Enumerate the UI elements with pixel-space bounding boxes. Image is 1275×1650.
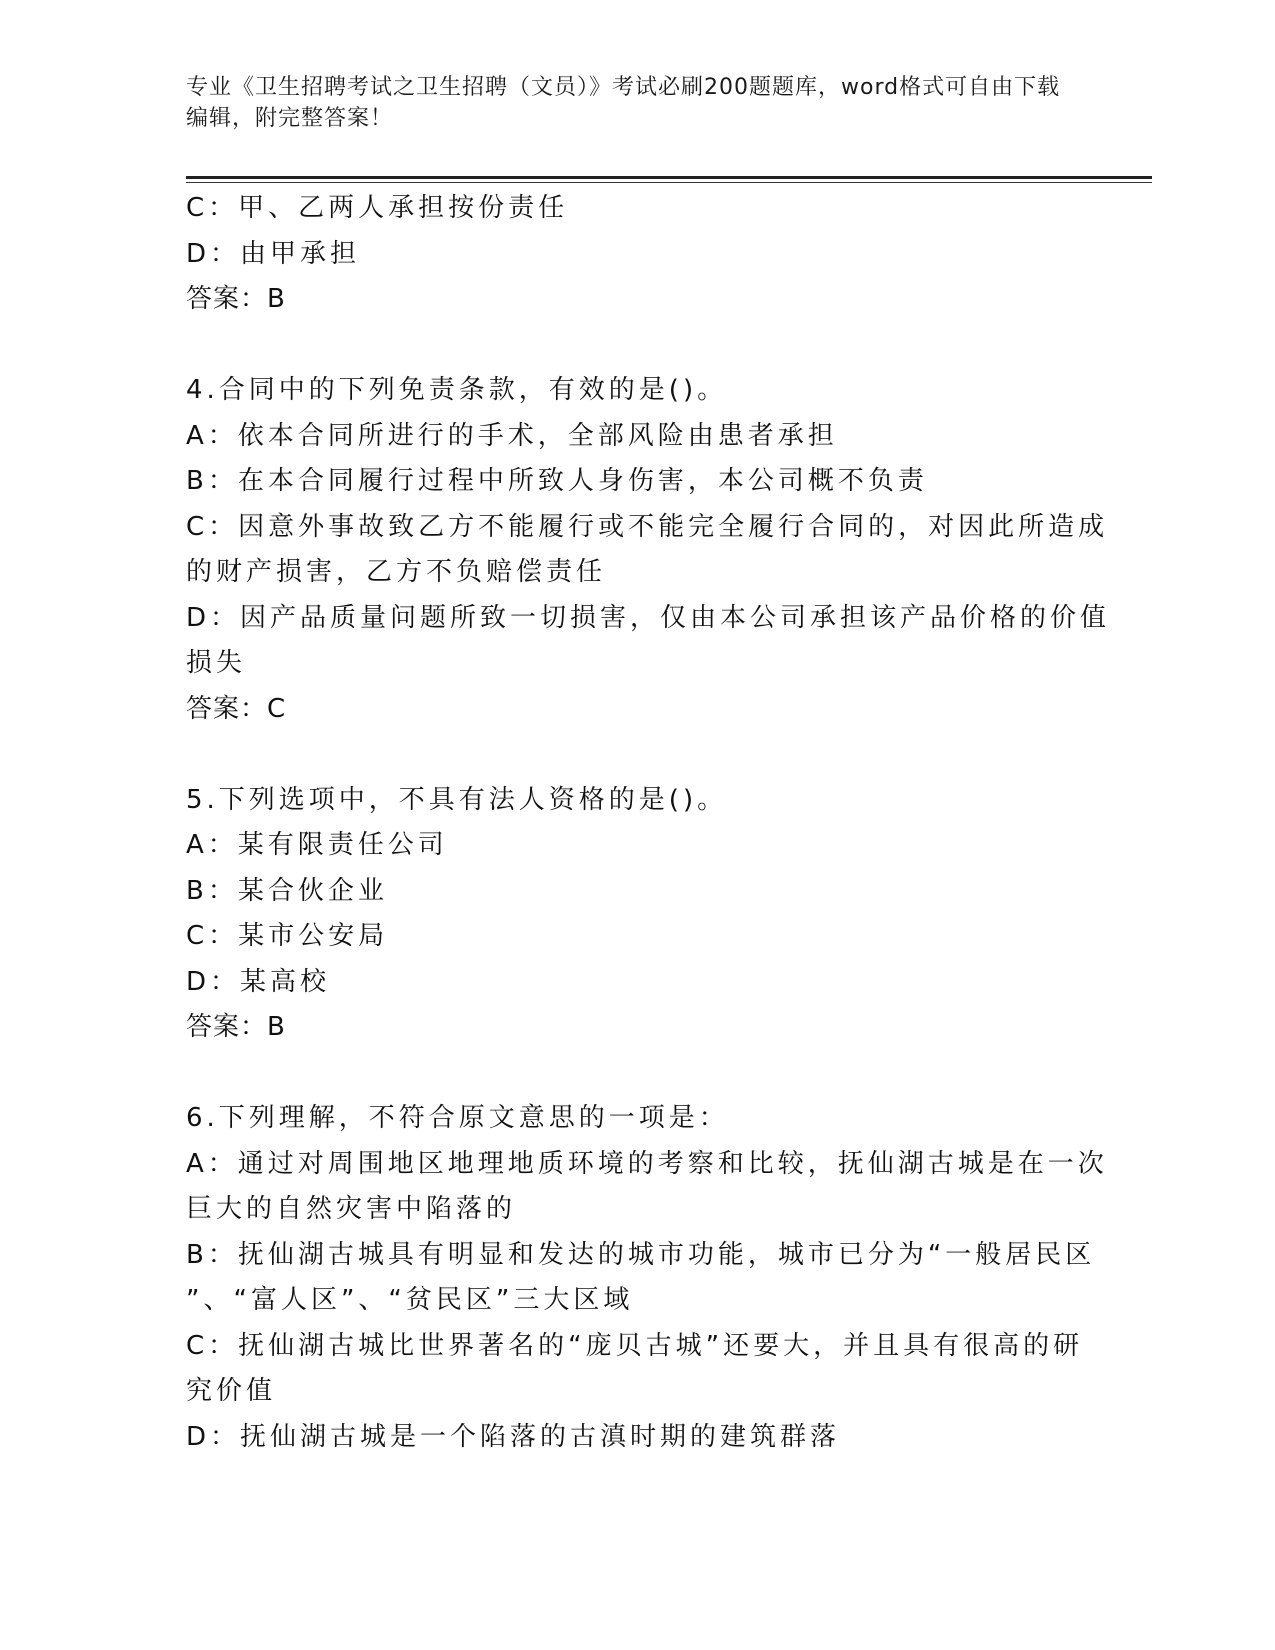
q4-option-d-line2: 损失 (186, 648, 247, 678)
q3-option-d: D：由甲承担 (186, 238, 361, 269)
spacer (186, 323, 1086, 369)
q6-option-c-line2: 究价值 (186, 1376, 277, 1406)
q6-option-a-line1: A：通过对周围地区地理地质环境的考察和比较，抚仙湖古城是在一次 (186, 1148, 1108, 1179)
q6-option-d: D：抚仙湖古城是一个陷落的古滇时期的建筑群落 (186, 1421, 841, 1452)
spacer (186, 1051, 1086, 1097)
question-content (186, 186, 1111, 1460)
header-divider-thick (186, 176, 1152, 179)
q4-option-c-line1: C：因意外事故致乙方不能履行或不能完全履行合同的，对因此所造成 (186, 511, 1109, 542)
q6-option-a-line2: 巨大的自然灾害中陷落的 (186, 1194, 517, 1224)
q4-stem: 4.合同中的下列免责条款，有效的是()。 (186, 375, 728, 405)
q5-option-c: C：某市公安局 (186, 921, 389, 951)
q3-option-c: C：甲、乙两人承担按份责任 (186, 193, 569, 223)
q5-option-a: A：某有限责任公司 (186, 830, 448, 860)
q5-stem: 5.下列选项中，不具有法人资格的是()。 (186, 784, 728, 815)
q5-option-b: B：某合伙企业 (186, 875, 388, 906)
q6-option-c-line1: C：抚仙湖古城比世界著名的“庞贝古城”还要大，并且具有很高的研 (186, 1330, 1084, 1361)
q6-option-b-line1: B：抚仙湖古城具有明显和发达的城市功能，城市已分为“一般居民区 (186, 1239, 1096, 1270)
q4-option-c-line2: 的财产损害，乙方不负赔偿责任 (186, 557, 607, 587)
q4-option-b: B：在本合同履行过程中所致人身伤害，本公司概不负责 (186, 466, 928, 496)
q4-option-d-line1: D：因产品质量问题所致一切损害，仅由本公司承担该产品价格的价值 (186, 602, 1111, 633)
q4-answer: 答案：C (186, 693, 287, 724)
header-divider-thin (186, 182, 1152, 183)
spacer (186, 732, 1086, 778)
q3-answer: 答案：B (186, 284, 286, 314)
document-header: 专业《卫生招聘考试之卫生招聘（文员）》考试必刷200题题库，word格式可自由下载编辑，附完整答案！ (186, 75, 1061, 131)
q4-option-a: A：依本合同所进行的手术，全部风险由患者承担 (186, 420, 838, 451)
q6-option-b-line2: ”、“富人区”、“贫民区”三大区域 (186, 1285, 634, 1315)
q5-answer: 答案：B (186, 1012, 286, 1042)
q5-option-d: D：某高校 (186, 966, 331, 997)
q6-stem: 6.下列理解，不符合原文意思的一项是： (186, 1103, 729, 1133)
